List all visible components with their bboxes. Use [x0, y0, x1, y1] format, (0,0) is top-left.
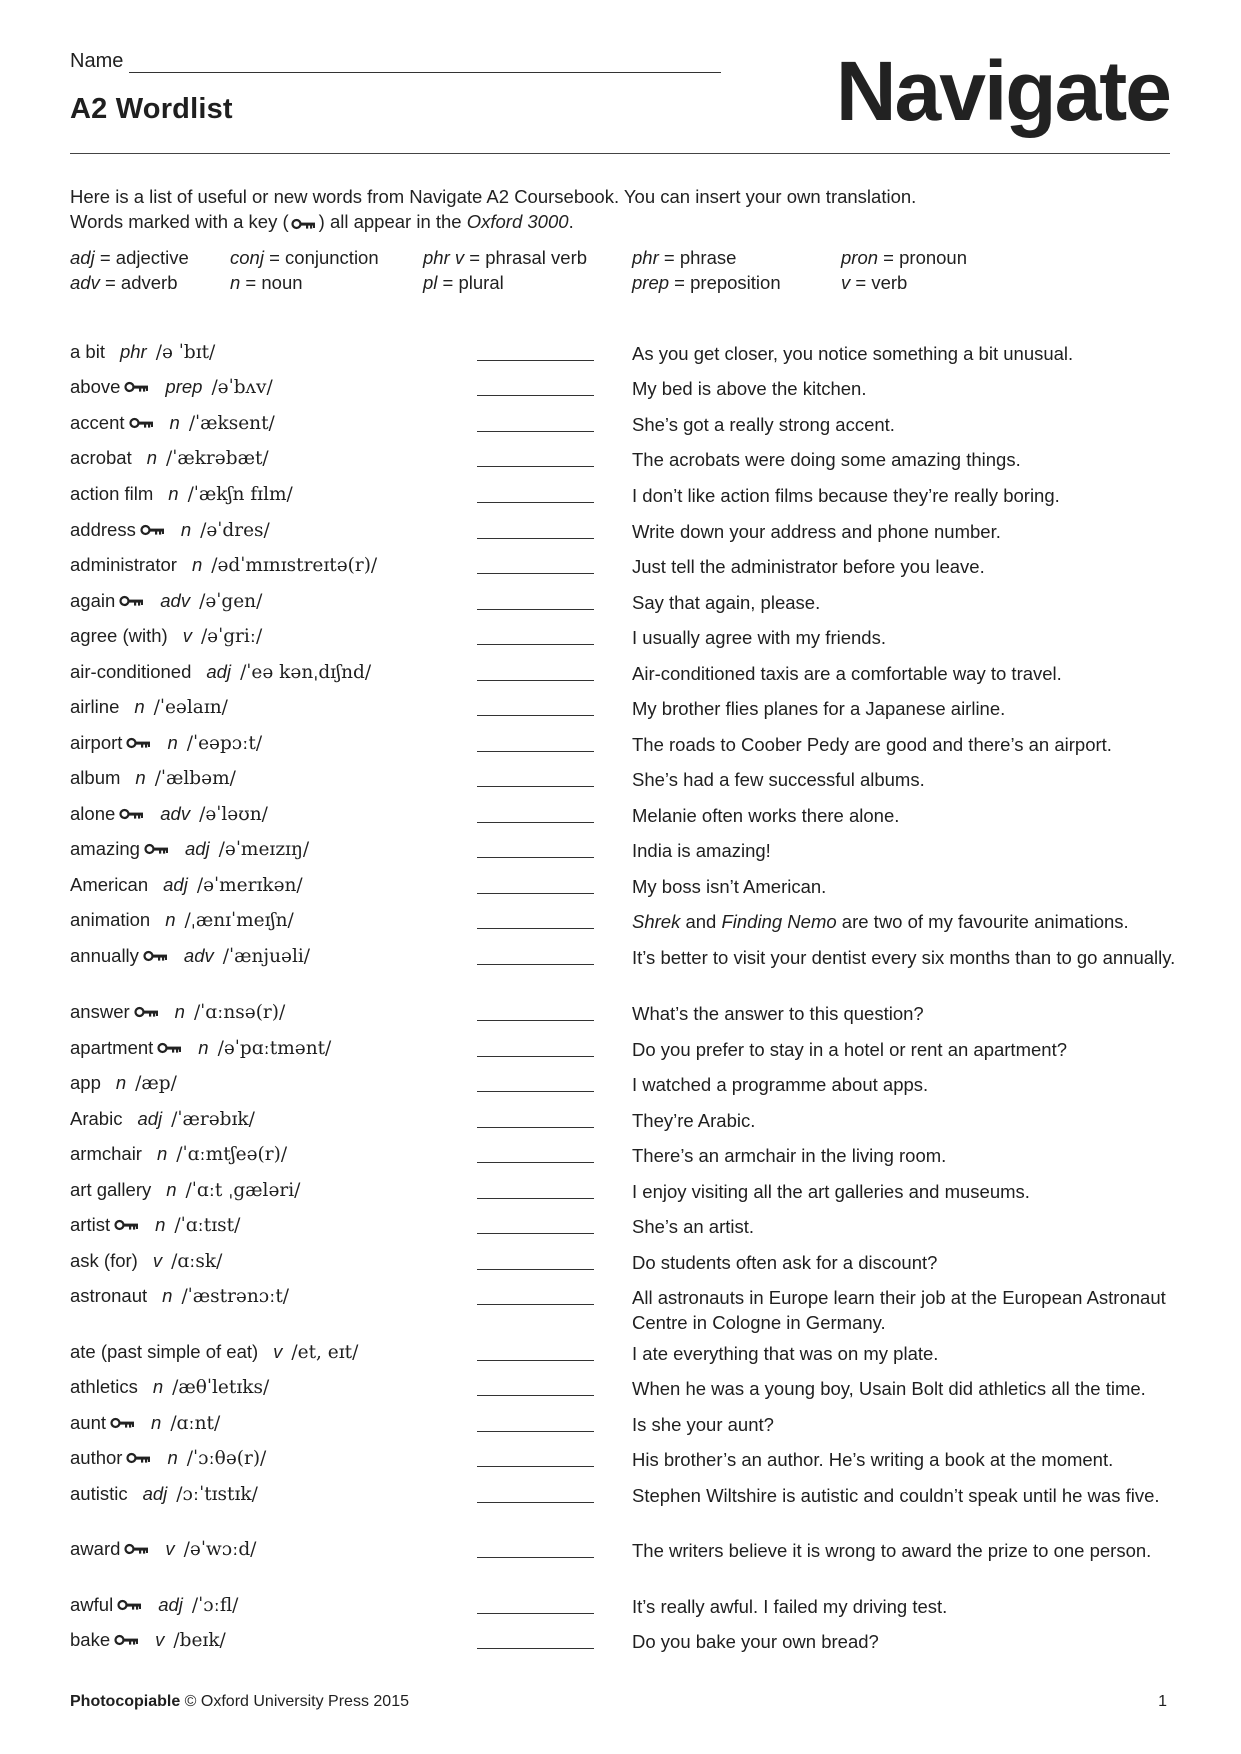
key-icon: [134, 1006, 160, 1018]
translation-blank[interactable]: [477, 786, 594, 787]
key-icon: [291, 211, 317, 236]
headword-group: [70, 1071, 177, 1095]
key-icon: [124, 381, 150, 393]
headword-group: [70, 553, 377, 577]
translation-blank[interactable]: [477, 502, 594, 503]
intro-line-1: Here is a list of useful or new words from Navigate A2 Coursebook. You can insert your own translation.: [70, 186, 917, 207]
example-sentence: Stephen Wiltshire is autistic and couldn’t speak until he was five.: [632, 1485, 1160, 1506]
pronunciation: /ɔːˈtɪstɪk/: [176, 1483, 258, 1505]
pronunciation: /ˈæksent/: [188, 412, 275, 434]
key-icon: [110, 1417, 136, 1429]
headword-group: [70, 1000, 285, 1024]
pronunciation: /əˈwɔːd/: [183, 1538, 257, 1560]
part-of-speech: n: [146, 447, 158, 468]
headword: award: [70, 1538, 121, 1559]
example-sentence: The acrobats were doing some amazing things.: [632, 449, 1021, 470]
abbr-item: adj = adjective: [70, 247, 189, 268]
headword: amazing: [70, 838, 140, 859]
pronunciation: /ˈɑːnsə(r)/: [193, 1001, 286, 1023]
example-sentence: Do you bake your own bread?: [632, 1631, 879, 1652]
example-sentence: I ate everything that was on my plate.: [632, 1343, 939, 1364]
headword-group: [70, 1249, 222, 1273]
example-sentence: They’re Arabic.: [632, 1110, 756, 1131]
headword-group: [70, 802, 268, 826]
translation-blank[interactable]: [477, 1466, 594, 1467]
part-of-speech: adv: [160, 803, 191, 824]
footer-copyright: Photocopiable © Oxford University Press 2015: [70, 1693, 409, 1710]
example-sentence: The writers believe it is wrong to award the prize to one person.: [632, 1540, 1152, 1561]
translation-blank[interactable]: [477, 431, 594, 432]
page-title: A2 Wordlist: [70, 93, 233, 125]
part-of-speech: n: [169, 412, 180, 433]
part-of-speech: adj: [137, 1108, 163, 1129]
pronunciation: /ˈɑːt ˌgæləri/: [185, 1179, 301, 1201]
part-of-speech: v: [152, 1250, 163, 1271]
headword-group: [70, 340, 215, 364]
example-sentence: It’s better to visit your dentist every six months than to go annually.: [632, 947, 1176, 968]
pronunciation: /ˈælbəm/: [154, 767, 236, 789]
example-sentence: All astronauts in Europe learn their job at the European Astronaut Centre in Cologne in Germany.: [632, 1287, 1166, 1333]
headword: acrobat: [70, 447, 132, 468]
headword-group: [70, 731, 262, 755]
page-number: 1: [1158, 1693, 1167, 1710]
example-sentence: She’s had a few successful albums.: [632, 769, 925, 790]
example-sentence: There’s an armchair in the living room.: [632, 1145, 947, 1166]
translation-blank[interactable]: [477, 1502, 594, 1503]
translation-blank[interactable]: [477, 1304, 594, 1305]
example-sentence: Shrek and Finding Nemo are two of my favourite animations.: [632, 911, 1129, 932]
part-of-speech: n: [168, 483, 179, 504]
pronunciation: /ˈeəpɔːt/: [186, 732, 263, 754]
pronunciation: /ˈɔːfl/: [191, 1594, 239, 1616]
headword: American: [70, 874, 149, 895]
headword-group: [70, 1107, 255, 1131]
part-of-speech: n: [165, 909, 176, 930]
part-of-speech: n: [156, 1143, 168, 1164]
pronunciation: /əˈgen/: [199, 590, 263, 612]
part-of-speech: n: [198, 1037, 209, 1058]
example-sentence: I usually agree with my friends.: [632, 627, 886, 648]
translation-blank[interactable]: [477, 538, 594, 539]
headword: agree (with): [70, 625, 168, 646]
headword: bake: [70, 1629, 111, 1650]
headword-group: [70, 589, 262, 613]
abbr-item: pl = plural: [423, 272, 504, 293]
brand-logo: Navigate: [835, 44, 1170, 138]
headword: administrator: [70, 554, 177, 575]
pronunciation: /ˈeə kənˌdɪʃnd/: [240, 661, 372, 683]
translation-blank[interactable]: [477, 1269, 594, 1270]
translation-blank[interactable]: [477, 1431, 594, 1432]
pronunciation: /əˈdres/: [200, 519, 270, 541]
translation-blank[interactable]: [477, 751, 594, 752]
headword-group: [70, 837, 309, 861]
headword-group: [70, 1213, 240, 1237]
key-icon: [140, 524, 166, 536]
key-icon: [157, 1042, 183, 1054]
part-of-speech: n: [152, 1376, 164, 1397]
headword: athletics: [70, 1376, 138, 1397]
abbr-item: pron = pronoun: [841, 247, 968, 268]
headword-group: [70, 411, 275, 435]
headword-group: [70, 1142, 287, 1166]
headword: Arabic: [70, 1108, 123, 1129]
translation-blank[interactable]: [477, 1648, 594, 1649]
pronunciation: /ˈɑːtɪst/: [174, 1214, 241, 1236]
example-sentence: I don’t like action films because they’re really boring.: [632, 485, 1060, 506]
headword: ate (past simple of eat): [70, 1341, 259, 1362]
part-of-speech: n: [135, 767, 146, 788]
pronunciation: /ɑːsk/: [171, 1250, 223, 1272]
headword-group: [70, 1411, 220, 1435]
pronunciation: /ˌænɪˈmeɪʃn/: [184, 909, 294, 931]
pronunciation: /æp/: [135, 1072, 177, 1094]
part-of-speech: n: [155, 1214, 166, 1235]
headword: artist: [70, 1214, 111, 1235]
pronunciation: /əˈbʌv/: [211, 376, 273, 398]
pronunciation: /ˈeəlaɪn/: [153, 696, 228, 718]
headword: aunt: [70, 1412, 107, 1433]
abbr-item: v = verb: [841, 272, 908, 293]
pronunciation: /əˈgriː/: [200, 625, 263, 647]
headword: armchair: [70, 1143, 142, 1164]
example-sentence: His brother’s an author. He’s writing a book at the moment.: [632, 1449, 1114, 1470]
intro-line-2: Words marked with a key ( ) all appear in the Oxford 3000.: [70, 209, 916, 236]
translation-blank[interactable]: [477, 1091, 594, 1092]
abbr-item: prep = preposition: [632, 272, 781, 293]
intro-text: [70, 184, 916, 236]
key-icon: [126, 737, 152, 749]
pronunciation: /ə ˈbɪt/: [155, 341, 216, 363]
abbr-item: phr v = phrasal verb: [423, 247, 588, 268]
headword: alone: [70, 803, 116, 824]
example-sentence: The roads to Coober Pedy are good and there’s an airport.: [632, 734, 1112, 755]
abbr-item: conj = conjunction: [230, 247, 379, 268]
part-of-speech: n: [167, 732, 178, 753]
headword-group: [70, 446, 269, 470]
part-of-speech: v: [182, 625, 192, 646]
part-of-speech: adj: [184, 838, 210, 859]
part-of-speech: v: [273, 1341, 283, 1362]
pronunciation: /ˈænjuəli/: [222, 945, 311, 967]
headword-group: [70, 660, 371, 684]
part-of-speech: v: [155, 1629, 165, 1650]
example-sentence: Melanie often works there alone.: [632, 805, 900, 826]
part-of-speech: adj: [142, 1483, 168, 1504]
headword: astronaut: [70, 1285, 148, 1306]
translation-blank[interactable]: [477, 644, 594, 645]
translation-blank[interactable]: [477, 1613, 594, 1614]
part-of-speech: n: [162, 1285, 173, 1306]
pronunciation: /ˈɑːmtʃeə(r)/: [176, 1143, 288, 1165]
key-icon: [119, 808, 145, 820]
translation-blank[interactable]: [477, 893, 594, 894]
headword: annually: [70, 945, 139, 966]
example-sentence: As you get closer, you notice something a bit unusual.: [632, 343, 1074, 364]
headword: above: [70, 376, 121, 397]
key-icon: [117, 1599, 143, 1611]
translation-blank[interactable]: [477, 466, 594, 467]
part-of-speech: adv: [160, 590, 191, 611]
example-sentence: Just tell the administrator before you leave.: [632, 556, 985, 577]
pronunciation: /ˈɔːθə(r)/: [186, 1447, 267, 1469]
name-label: Name: [70, 50, 124, 72]
translation-blank[interactable]: [477, 928, 594, 929]
headword: art gallery: [70, 1179, 152, 1200]
headword-group: [70, 1482, 258, 1506]
translation-blank[interactable]: [477, 715, 594, 716]
example-sentence: Do students often ask for a discount?: [632, 1252, 938, 1273]
translation-blank[interactable]: [477, 1395, 594, 1396]
part-of-speech: n: [180, 519, 192, 540]
translation-blank[interactable]: [477, 395, 594, 396]
example-sentence: My brother flies planes for a Japanese airline.: [632, 698, 1006, 719]
pronunciation: /əˈpɑːtmənt/: [217, 1037, 332, 1059]
headword: airline: [70, 696, 120, 717]
headword-group: [70, 1593, 238, 1617]
part-of-speech: phr: [119, 341, 147, 362]
part-of-speech: n: [167, 1447, 178, 1468]
part-of-speech: n: [174, 1001, 185, 1022]
headword: ask (for): [70, 1250, 138, 1271]
name-field-line[interactable]: [129, 52, 721, 73]
example-sentence: When he was a young boy, Usain Bolt did athletics all the time.: [632, 1378, 1146, 1399]
part-of-speech: n: [134, 696, 145, 717]
key-icon: [143, 950, 169, 962]
headword-group: [70, 766, 236, 790]
abbr-item: n = noun: [230, 272, 303, 293]
translation-blank[interactable]: [477, 964, 594, 965]
part-of-speech: n: [166, 1179, 177, 1200]
example-sentence: Do you prefer to stay in a hotel or rent an apartment?: [632, 1039, 1067, 1060]
pronunciation: /et, eɪt/: [291, 1341, 359, 1363]
translation-blank[interactable]: [477, 1360, 594, 1361]
headword: accent: [70, 412, 125, 433]
key-icon: [144, 843, 170, 855]
headword-group: [70, 1628, 226, 1652]
key-icon: [126, 1452, 152, 1464]
translation-blank[interactable]: [477, 1198, 594, 1199]
headword-group: [70, 908, 294, 932]
pronunciation: /æθˈletɪks/: [172, 1376, 270, 1398]
headword-group: [70, 1036, 331, 1060]
translation-blank[interactable]: [477, 1127, 594, 1128]
headword: a bit: [70, 341, 105, 362]
key-icon: [124, 1543, 150, 1555]
part-of-speech: n: [151, 1412, 162, 1433]
part-of-speech: adj: [158, 1594, 183, 1615]
example-sentence: She’s got a really strong accent.: [632, 414, 895, 435]
headword: address: [70, 519, 136, 540]
pronunciation: /əˈmerɪkən/: [196, 874, 303, 896]
key-icon: [129, 417, 155, 429]
example-sentence: India is amazing!: [632, 840, 771, 861]
pronunciation: /ˈæstrənɔːt/: [181, 1285, 290, 1307]
example-sentence: It’s really awful. I failed my driving test.: [632, 1596, 948, 1617]
key-icon: [119, 595, 145, 607]
pronunciation: /ədˈmɪnɪstreɪtə(r)/: [211, 554, 378, 576]
headword-group: [70, 1340, 358, 1364]
key-icon: [114, 1219, 140, 1231]
translation-blank[interactable]: [477, 1233, 594, 1234]
example-sentence: I watched a programme about apps.: [632, 1074, 929, 1095]
pronunciation: /əˈmeɪzɪŋ/: [218, 838, 310, 860]
headword-group: [70, 1446, 266, 1470]
translation-blank[interactable]: [477, 1162, 594, 1163]
example-sentence: My boss isn’t American.: [632, 876, 827, 897]
headword: apartment: [70, 1037, 154, 1058]
headword-group: [70, 695, 228, 719]
headword-group: [70, 1284, 289, 1308]
pronunciation: /beɪk/: [173, 1629, 226, 1651]
example-sentence: My bed is above the kitchen.: [632, 378, 867, 399]
translation-blank[interactable]: [477, 680, 594, 681]
pronunciation: /ˈækrəbæt/: [166, 447, 269, 469]
headword: again: [70, 590, 116, 611]
translation-blank[interactable]: [477, 1557, 594, 1558]
part-of-speech: v: [165, 1538, 175, 1559]
pronunciation: /ˈærəbɪk/: [171, 1108, 255, 1130]
translation-blank[interactable]: [477, 822, 594, 823]
headword-group: [70, 518, 270, 542]
part-of-speech: adv: [183, 945, 214, 966]
example-sentence: What’s the answer to this question?: [632, 1003, 924, 1024]
headword: action film: [70, 483, 154, 504]
headword-group: [70, 1178, 300, 1202]
example-sentence: Air-conditioned taxis are a comfortable way to travel.: [632, 663, 1062, 684]
headword: app: [70, 1072, 101, 1093]
translation-blank[interactable]: [477, 857, 594, 858]
example-sentence: I enjoy visiting all the art galleries and museums.: [632, 1181, 1030, 1202]
abbr-item: adv = adverb: [70, 272, 178, 293]
pronunciation: /ɑːnt/: [170, 1412, 221, 1434]
example-sentence: She’s an artist.: [632, 1216, 755, 1237]
headword: air-conditioned: [70, 661, 192, 682]
header-divider: [70, 153, 1170, 154]
translation-blank[interactable]: [477, 1056, 594, 1057]
headword: airport: [70, 732, 123, 753]
headword: album: [70, 767, 121, 788]
part-of-speech: adj: [163, 874, 188, 895]
example-sentence: Write down your address and phone number.: [632, 521, 1001, 542]
translation-blank[interactable]: [477, 360, 594, 361]
headword: answer: [70, 1001, 130, 1022]
headword-group: [70, 624, 262, 648]
headword-group: [70, 375, 273, 399]
translation-blank[interactable]: [477, 573, 594, 574]
headword: animation: [70, 909, 151, 930]
headword-group: [70, 482, 293, 506]
headword-group: [70, 944, 310, 968]
headword: autistic: [70, 1483, 128, 1504]
key-icon: [114, 1634, 140, 1646]
headword-group: [70, 873, 303, 897]
example-sentence: Say that again, please.: [632, 592, 821, 613]
headword: author: [70, 1447, 123, 1468]
part-of-speech: n: [115, 1072, 127, 1093]
part-of-speech: adj: [206, 661, 232, 682]
name-row: [70, 50, 721, 73]
abbr-item: phr = phrase: [632, 247, 737, 268]
headword-group: [70, 1375, 269, 1399]
example-sentence: Is she your aunt?: [632, 1414, 774, 1435]
headword: awful: [70, 1594, 114, 1615]
translation-blank[interactable]: [477, 1020, 594, 1021]
pronunciation: /əˈləʊn/: [199, 803, 268, 825]
headword-group: [70, 1537, 256, 1561]
pronunciation: /ˈækʃn fɪlm/: [187, 483, 293, 505]
part-of-speech: n: [191, 554, 203, 575]
part-of-speech: prep: [165, 376, 203, 397]
translation-blank[interactable]: [477, 609, 594, 610]
